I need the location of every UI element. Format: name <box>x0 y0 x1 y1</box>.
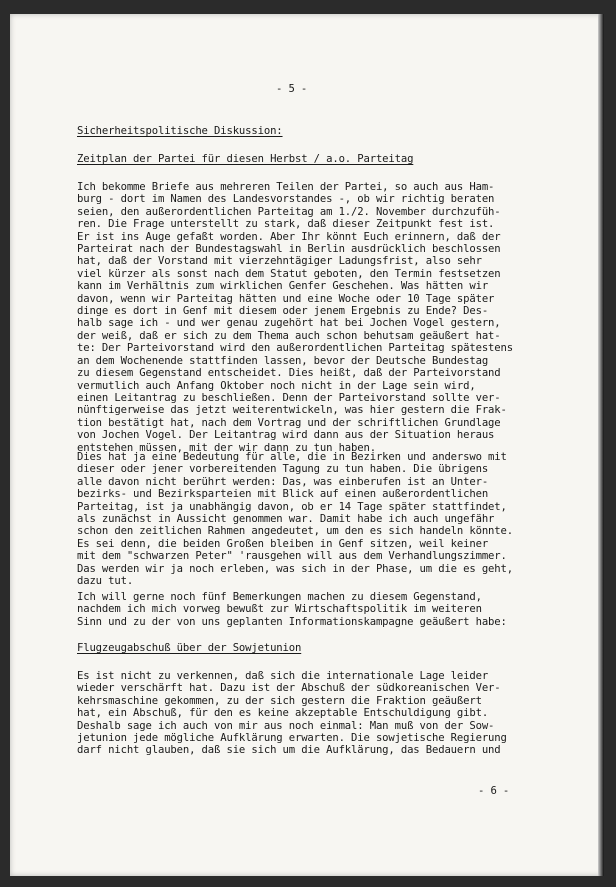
text-line: alle davon nicht berührt werden: Das, was einberufen ist an Unter- <box>77 475 489 488</box>
text-line: nachdem ich mich vorweg bewußt zur Wirtschaftspolitik im weiteren <box>77 603 482 616</box>
text-line: Deshalb sage ich auch von mir aus noch einmal: Man muß von der Sow- <box>77 719 495 732</box>
document-page <box>10 14 604 876</box>
text-line: jetunion jede mögliche Aufklärung erwarten. Die sowjetische Regierung <box>77 732 507 745</box>
topic-heading-aircraft-shootdown: Flugzeugabschuß über der Sowjetunion <box>77 642 302 654</box>
text-line: nünftigerweise das jetzt weiterentwickeln, was hier gestern die Frak- <box>77 404 507 417</box>
text-line: einen Leitantrag zu beschließen. Denn der Parteivorstand sollte ver- <box>77 391 501 404</box>
text-line: Es sei denn, die beiden Großen bleiben in Genf sitzen, weil keiner <box>77 537 489 550</box>
paragraph-party-conference <box>77 181 577 454</box>
paragraph-international-situation <box>77 670 577 757</box>
text-line: hat, ein Abschuß, für den es keine akzeptable Entschuldigung gibt. <box>77 707 489 720</box>
text-line: mit dem "schwarzen Peter" 'rausgehen will aus dem Verhandlungszimmer. <box>77 550 507 563</box>
text-line: Parteirat nach der Bundestagswahl in Berlin ausdrücklich beschlossen <box>77 243 501 256</box>
text-line: dieser oder jener vorbereitenden Tagung zu tun haben. Die übrigens <box>77 463 489 476</box>
text-line: schon den zeitlichen Rahmen angedeutet, um den es sich handeln könnte. <box>77 525 513 538</box>
text-line: Ich bekomme Briefe aus mehreren Teilen der Partei, so auch aus Ham- <box>77 181 495 193</box>
text-line: dinge es dort in Genf mit diesem oder jenem Ergebnis zu Ende? Des- <box>77 305 489 318</box>
text-line: von Jochen Vogel. Der Leitantrag wird dann aus der Situation heraus <box>77 429 495 442</box>
text-line: Es ist nicht zu verkennen, daß sich die internationale Lage leider <box>77 670 489 682</box>
text-line: hat, daß der Vorstand mit vierzehntägiger Ladungsfrist, also sehr <box>77 255 482 268</box>
paragraph-five-remarks <box>77 591 577 628</box>
text-line: darf nicht glauben, daß sie sich um die Aufklärung, das Bedauern und <box>77 744 501 757</box>
text-line: seien, den außerordentlichen Parteitag am 1./2. November durchzufüh- <box>77 205 501 218</box>
text-line: Das werden wir ja noch erleben, was sich in der Phase, um die es geht, <box>77 562 513 575</box>
topic-heading-party-schedule: Zeitplan der Partei für diesen Herbst / a.o. Parteitag <box>77 153 414 165</box>
text-line: viel kürzer als sonst nach dem Statut geboten, den Termin festsetzen <box>77 267 501 280</box>
text-line: zu diesem Gegenstand entscheidet. Dies heißt, daß der Parteivorstand <box>77 367 501 380</box>
text-line: an dem Wochenende stattfinden lassen, bevor der Deutsche Bundestag <box>77 354 489 367</box>
text-line: der weiß, daß er sich zu dem Thema auch schon behutsam geäußert hat- <box>77 329 501 342</box>
text-line: wieder verschärft hat. Dazu ist der Abschuß der südkoreanischen Ver- <box>77 682 501 695</box>
text-line: Parteitag, ist ja unabhängig davon, ob er 14 Tage später stattfindet, <box>77 500 507 513</box>
text-line: te: Der Parteivorstand wird den außerordentlichen Parteitag spätestens <box>77 342 513 355</box>
page-number: - 5 - <box>276 83 308 95</box>
text-line: tion bestätigt hat, nach dem Vortrag und der schriftlichen Grundlage <box>77 416 501 429</box>
text-line: ren. Die Frage unterstellt zu stark, daß dieser Zeitpunkt fest ist. <box>77 218 495 231</box>
text-line: als zunächst in Aussicht genommen war. Damit habe ich auch ungefähr <box>77 513 495 526</box>
text-line: entstehen müssen, mit der wir dann zu tun haben. <box>77 441 376 454</box>
text-line: halb sage ich - und wer genau zugehört hat bei Jochen Vogel gestern, <box>77 317 501 330</box>
paragraph-preparatory-meetings <box>77 451 577 587</box>
text-line: Ich will gerne noch fünf Bemerkungen machen zu diesem Gegenstand, <box>77 591 482 603</box>
text-line: bezirks- und Bezirksparteien mit Blick auf einen außerordentlichen <box>77 488 489 501</box>
section-heading: Sicherheitspolitische Diskussion: <box>77 125 283 137</box>
text-line: Dies hat ja eine Bedeutung für alle, die in Bezirken und anderswo mit <box>77 451 507 463</box>
text-line: vermutlich auch Anfang Oktober noch nicht in der Lage sein wird, <box>77 379 476 392</box>
text-line: dazu tut. <box>77 575 134 588</box>
text-line: Er ist ins Auge gefaßt worden. Aber Ihr könnt Euch erinnern, daß der <box>77 230 501 243</box>
scan-edge <box>598 14 604 876</box>
text-line: burg - dort im Namen des Landesvorstandes -, ob wir richtig beraten <box>77 193 495 206</box>
text-line: Sinn und zu der von uns geplanten Informationskampagne geäußert habe: <box>77 615 507 628</box>
text-line: kann im Verhältnis zum wirklichen Genfer Geschehen. Was hätten wir <box>77 280 489 293</box>
text-line: davon, wenn wir Parteitag hätten und eine Woche oder 10 Tage später <box>77 292 495 305</box>
text-line: kehrsmaschine gekommen, zu der sich gestern die Fraktion geäußert <box>77 694 482 707</box>
next-page-number: - 6 - <box>478 785 510 797</box>
